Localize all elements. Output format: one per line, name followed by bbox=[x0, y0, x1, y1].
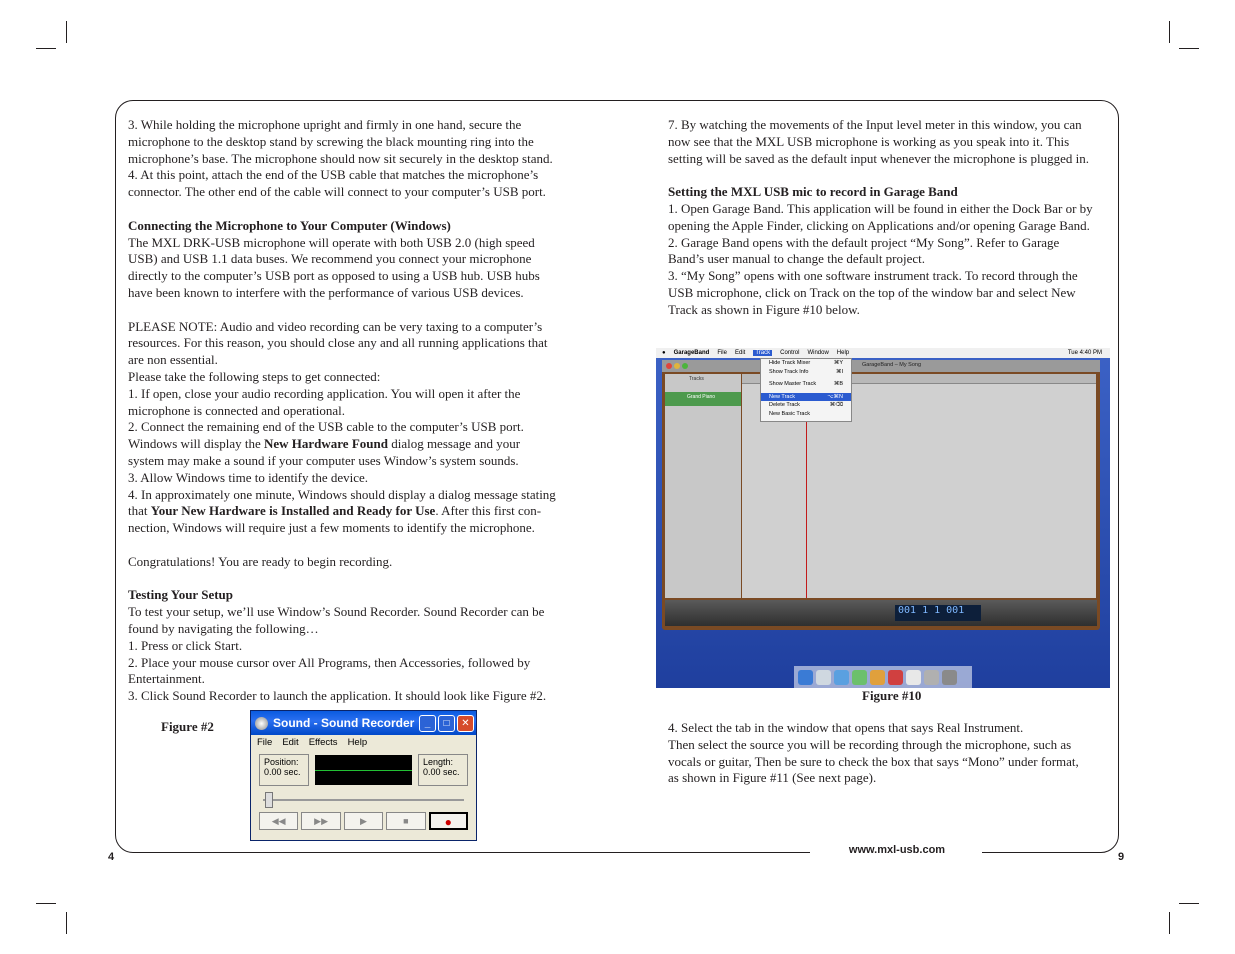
waveform-display bbox=[315, 755, 412, 785]
blank-line bbox=[128, 537, 584, 554]
body-line: 2. Place your mouse cursor over All Programs, then Accessories, followed by bbox=[128, 654, 531, 670]
crop-mark bbox=[36, 48, 56, 49]
body-line: Track as shown in Figure #10 below. bbox=[668, 301, 860, 317]
menu-item-delete-track[interactable]: Delete Track ⌘⌫ bbox=[769, 402, 843, 408]
transport-bar bbox=[665, 600, 1097, 626]
menu-control[interactable]: Control bbox=[780, 350, 800, 356]
body-line: nection, Windows will require just a few moments to identify the microphone. bbox=[128, 520, 535, 536]
sound-recorder-titlebar bbox=[251, 711, 476, 735]
menu-garageband[interactable]: GarageBand bbox=[673, 350, 710, 356]
menu-item-show-master-track[interactable]: Show Master Track ⌘B bbox=[769, 381, 843, 387]
stop-button[interactable]: ■ bbox=[386, 812, 425, 830]
body-line: connector. The other end of the cable will connect to your computer’s USB port. bbox=[128, 184, 546, 200]
length-label: Length: bbox=[423, 757, 454, 767]
sound-recorder-icon bbox=[255, 717, 268, 730]
menu-item-new-basic-track[interactable]: New Basic Track bbox=[769, 410, 810, 417]
garageband-window bbox=[662, 360, 1100, 630]
garageband-titlebar bbox=[662, 360, 1100, 372]
close-icon[interactable] bbox=[666, 363, 672, 369]
body-line: 4. At this point, attach the end of the USB cable that matches the microphone’s bbox=[128, 167, 539, 183]
slider-track bbox=[263, 799, 464, 801]
menu-file[interactable]: File bbox=[257, 737, 273, 748]
menu-item-new-track[interactable]: New Track ⌥⌘N bbox=[761, 393, 851, 402]
time-display: 001 1 1 001 bbox=[895, 605, 981, 621]
body-line: microphone is connected and operational. bbox=[128, 402, 345, 418]
right-page-text-top bbox=[668, 117, 1120, 319]
length-value: 0.00 sec. bbox=[423, 767, 460, 777]
body-line: Please take the following steps to get connected: bbox=[128, 368, 381, 384]
zoom-icon[interactable] bbox=[682, 363, 688, 369]
garageband-window-title: GarageBand – My Song bbox=[862, 362, 922, 368]
body-line: 1. If open, close your audio recording application. You will open it after the bbox=[128, 385, 521, 401]
body-line: 1. Press or click Start. bbox=[128, 637, 243, 653]
body-line: 3. While holding the microphone upright and firmly in one hand, secure the bbox=[128, 117, 522, 132]
crop-mark bbox=[1179, 903, 1199, 904]
tracks-label: Tracks bbox=[689, 376, 704, 382]
slider-thumb[interactable] bbox=[265, 792, 273, 808]
track-header-panel bbox=[665, 374, 741, 598]
crop-mark bbox=[66, 912, 67, 934]
menubar-clock: Tue 4:40 PM bbox=[1067, 350, 1102, 356]
menu-edit[interactable]: Edit bbox=[282, 737, 299, 748]
body-line: 3. “My Song” opens with one software instrument track. To record through the bbox=[668, 268, 1078, 284]
body-line: setting will be saved as the default input whenever the microphone is plugged in. bbox=[668, 150, 1089, 166]
body-line: 1. Open Garage Band. This application will be found in either the Dock Bar or by bbox=[668, 200, 1093, 216]
track-name: Grand Piano bbox=[687, 394, 716, 400]
position-slider[interactable] bbox=[263, 792, 464, 806]
system-icon[interactable] bbox=[924, 670, 939, 685]
body-line bbox=[128, 436, 584, 453]
apple-icon: ● bbox=[662, 350, 666, 356]
right-page-text-bottom bbox=[668, 720, 1120, 787]
body-line: resources. For this reason, you should close any and all running applications that bbox=[128, 335, 548, 351]
sound-recorder-controls bbox=[251, 806, 476, 836]
page-number-left: 4 bbox=[108, 851, 115, 863]
body-line: microphone’s base. The microphone should now sit securely in the desktop stand. bbox=[128, 150, 553, 166]
minimize-icon[interactable] bbox=[674, 363, 680, 369]
close-button[interactable]: ✕ bbox=[457, 715, 474, 732]
body-line: 7. By watching the movements of the Input level meter in this window, you can bbox=[668, 117, 1082, 132]
sound-recorder-title: Sound - Sound Recorder bbox=[273, 716, 415, 730]
blank-line bbox=[128, 302, 584, 319]
section-heading: Connecting the Microphone to Your Computer (Windows) bbox=[128, 217, 451, 233]
menu-window[interactable]: Window bbox=[807, 350, 829, 356]
section-heading: Setting the MXL USB mic to record in Garage Band bbox=[668, 184, 958, 200]
sound-recorder-window bbox=[250, 710, 477, 841]
text-run: dialog message and your bbox=[387, 436, 521, 452]
minimize-button[interactable]: _ bbox=[419, 715, 436, 732]
body-line: now see that the MXL USB microphone is working as you speak into it. This bbox=[668, 133, 1070, 149]
body-line: Then select the source you will be recording through the microphone, such as bbox=[668, 736, 1072, 752]
blank-line bbox=[128, 201, 584, 218]
text-run: that bbox=[128, 503, 151, 519]
body-line: PLEASE NOTE: Audio and video recording can be very taxing to a computer’s bbox=[128, 318, 543, 334]
body-line: vocals or guitar, Then be sure to check the box that says “Mono” under format, bbox=[668, 753, 1079, 769]
position-box bbox=[259, 754, 309, 786]
body-line: 2. Garage Band opens with the default project “My Song”. Refer to Garage bbox=[668, 234, 1060, 250]
body-line: USB microphone, click on Track on the top of the window bar and select New bbox=[668, 284, 1076, 300]
body-line: 2. Connect the remaining end of the USB cable to the computer’s USB port. bbox=[128, 419, 524, 435]
body-line: system may make a sound if your computer uses Window’s system sounds. bbox=[128, 452, 519, 468]
sound-recorder-panel bbox=[251, 751, 476, 786]
bold-text-run: Your New Hardware is Installed and Ready for Use bbox=[150, 503, 436, 519]
crop-mark bbox=[1179, 48, 1199, 49]
text-run: . After this first con- bbox=[435, 503, 542, 519]
menu-help[interactable]: Help bbox=[347, 737, 368, 748]
maximize-button[interactable]: □ bbox=[438, 715, 455, 732]
track-menu-dropdown bbox=[760, 358, 852, 422]
blank-line bbox=[668, 167, 1120, 184]
menu-item-hide-track-mixer[interactable]: Hide Track Mixer ⌘Y bbox=[769, 360, 843, 366]
sound-recorder-menu bbox=[251, 735, 476, 751]
menu-track[interactable]: Track bbox=[755, 350, 771, 356]
garageband-screenshot bbox=[656, 348, 1110, 688]
menu-edit[interactable]: Edit bbox=[734, 350, 746, 356]
app-icon[interactable] bbox=[888, 670, 903, 685]
body-line: are non essential. bbox=[128, 352, 218, 368]
body-line: 4. In approximately one minute, Windows should display a dialog message stating bbox=[128, 486, 556, 502]
footer-url: www.mxl-usb.com bbox=[848, 844, 946, 856]
record-button[interactable]: ● bbox=[429, 812, 468, 830]
blank-line bbox=[128, 571, 584, 588]
mac-menubar bbox=[656, 348, 1110, 358]
seek-start-button[interactable]: ◀◀ bbox=[259, 812, 298, 830]
body-line: 3. Click Sound Recorder to launch the application. It should look like Figure #2. bbox=[128, 688, 547, 704]
bold-text-run: New Hardware Found bbox=[263, 436, 388, 452]
body-line: opening the Apple Finder, clicking on Applications and/or opening Garage Band. bbox=[668, 217, 1090, 233]
crop-mark bbox=[1169, 912, 1170, 934]
dashboard-icon[interactable] bbox=[816, 670, 831, 685]
body-line: microphone to the desktop stand by screwing the black mounting ring into the bbox=[128, 133, 534, 149]
position-value: 0.00 sec. bbox=[264, 767, 301, 777]
text-run: Windows will display the bbox=[128, 436, 264, 452]
garageband-icon[interactable] bbox=[870, 670, 885, 685]
body-line: as shown in Figure #11 (See next page). bbox=[668, 770, 877, 786]
body-line: The MXL DRK-USB microphone will operate with both USB 2.0 (high speed bbox=[128, 234, 535, 250]
body-line: To test your setup, we’ll use Window’s Sound Recorder. Sound Recorder can be bbox=[128, 604, 545, 620]
body-line: have been known to interfere with the performance of various USB devices. bbox=[128, 284, 524, 300]
window-controls bbox=[666, 363, 688, 369]
body-line: 3. Allow Windows time to identify the device. bbox=[128, 469, 369, 485]
section-heading: Testing Your Setup bbox=[128, 587, 233, 603]
body-line: Entertainment. bbox=[128, 671, 205, 687]
itunes-icon[interactable] bbox=[852, 670, 867, 685]
mac-dock bbox=[794, 666, 972, 688]
body-line bbox=[128, 503, 584, 520]
seek-end-button[interactable]: ▶▶ bbox=[301, 812, 340, 830]
crop-mark bbox=[66, 21, 67, 43]
body-line: Band’s user manual to change the default project. bbox=[668, 251, 926, 267]
crop-mark bbox=[1169, 21, 1170, 43]
position-label: Position: bbox=[264, 757, 299, 767]
left-page-text bbox=[128, 117, 584, 705]
body-line: USB) and USB 1.1 data buses. We recommend you connect your microphone bbox=[128, 251, 532, 267]
crop-mark bbox=[36, 903, 56, 904]
figure-10-caption: Figure #10 bbox=[862, 688, 922, 703]
body-line: directly to the computer’s USB port as opposed to using a USB hub. USB hubs bbox=[128, 268, 540, 284]
figure-2-caption: Figure #2 bbox=[161, 719, 214, 734]
track-grand-piano[interactable] bbox=[665, 392, 741, 406]
body-line: found by navigating the following… bbox=[128, 620, 319, 636]
menu-help[interactable]: Help bbox=[836, 350, 850, 356]
page-number-right: 9 bbox=[1118, 851, 1125, 863]
finder-icon[interactable] bbox=[798, 670, 813, 685]
menu-effects[interactable]: Effects bbox=[308, 737, 338, 748]
menu-file[interactable]: File bbox=[717, 350, 727, 356]
length-box bbox=[418, 754, 468, 786]
body-line: 4. Select the tab in the window that opens that says Real Instrument. bbox=[668, 720, 1024, 735]
preview-icon[interactable] bbox=[906, 670, 921, 685]
menu-item-show-track-info[interactable]: Show Track Info ⌘I bbox=[769, 368, 843, 375]
play-button[interactable]: ▶ bbox=[344, 812, 383, 830]
trash-icon[interactable] bbox=[942, 670, 957, 685]
body-line: Congratulations! You are ready to begin recording. bbox=[128, 553, 393, 569]
safari-icon[interactable] bbox=[834, 670, 849, 685]
